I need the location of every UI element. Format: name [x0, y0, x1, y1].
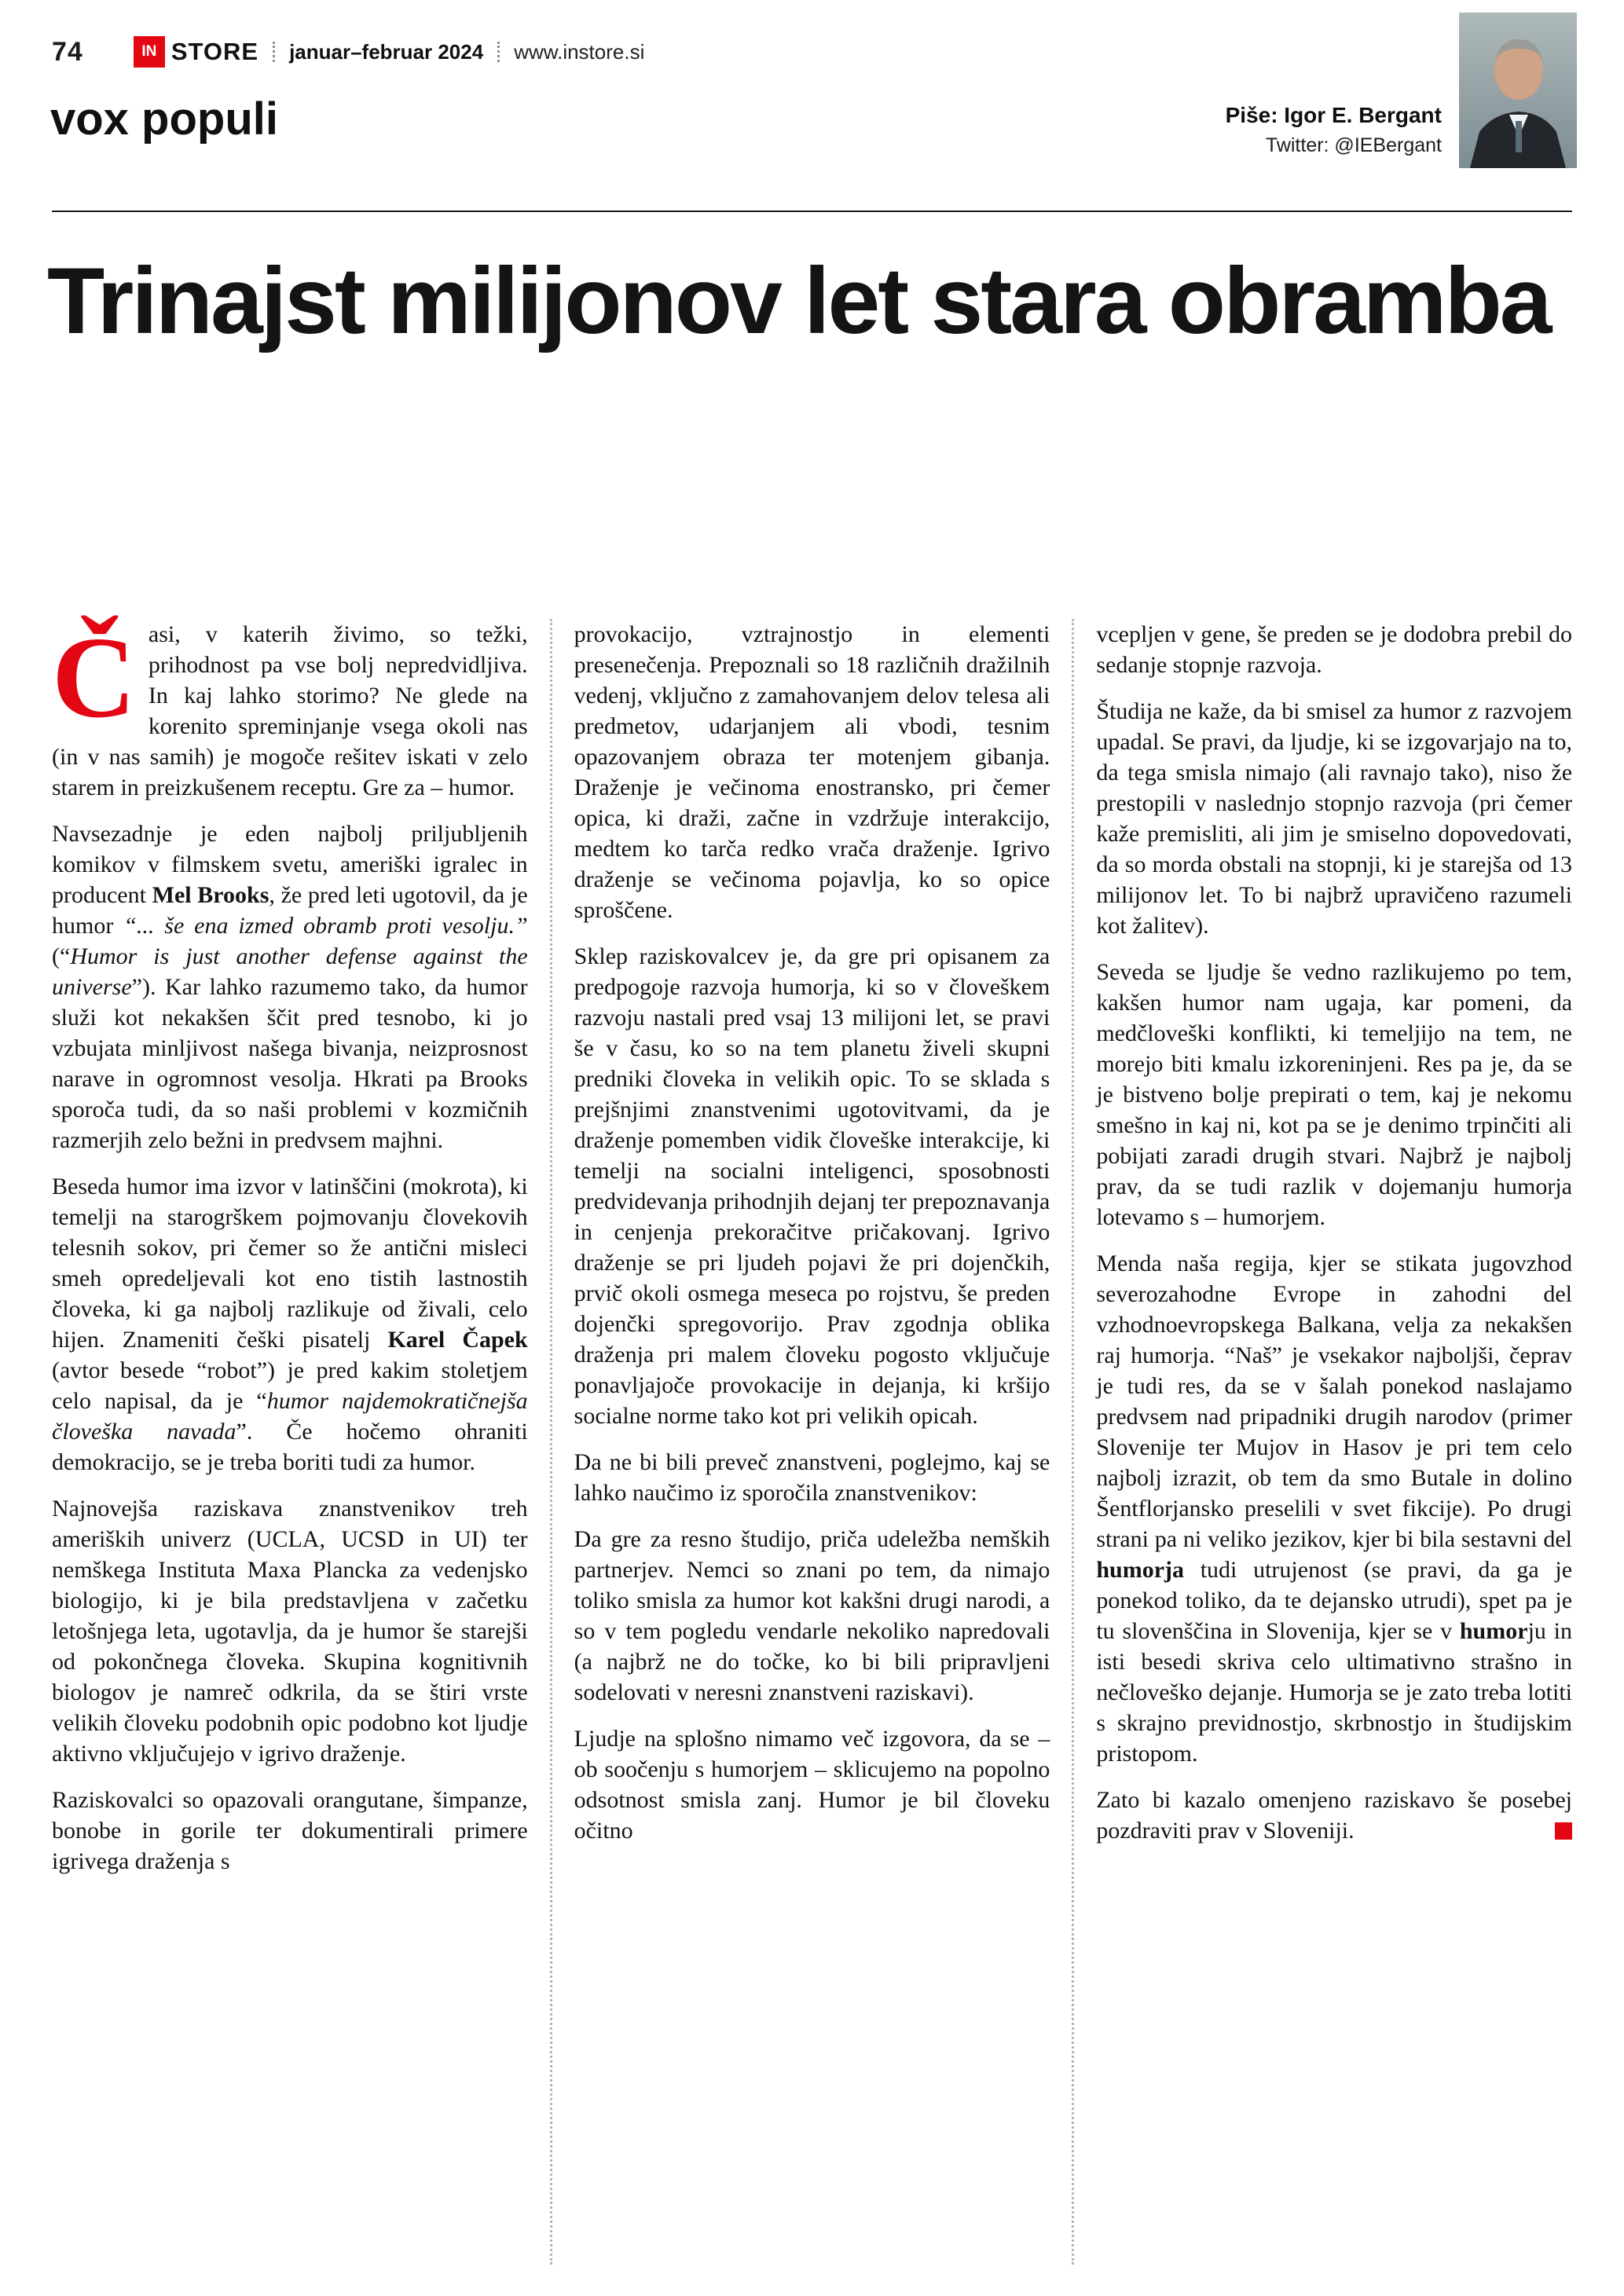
column-divider — [550, 619, 552, 2265]
author-text — [1226, 103, 1459, 168]
paragraph — [1096, 1785, 1572, 1846]
paragraph: vcepljen v gene, še preden se je dodobra prebil do sedanje stopnje razvoja. — [1096, 621, 1573, 678]
end-mark — [1555, 1822, 1572, 1840]
column-3 — [1096, 619, 1572, 2265]
paragraph: Da gre za resno študijo, priča udeležba nemških partnerjev. Nemci so znani po tem, da nimajo toliko smisla za humor kot kakšni drugi narodi, a so v tem pogledu vendarle nekoliko napredovali (a najbrž ne do točke, ko bi bili pripravljeni sodelovati v neresni znanstveni raziskavi). — [574, 1526, 1050, 1705]
paragraph: Navsezadnje je eden najbolj priljubljenih komikov v filmskem svetu, ameriški igralec in producent Mel Brooks, že pred leti ugotovil, da je humor “... še ena izmed obramb proti vesolju.” (“Humor is just another defense against the universe”). Kar lahko razumemo tako, da humor služi kot nekakšen ščit pred tesnobo, ki jo vzbujata minljivost našega bivanja, neizprosnost narave in ogromnost vesolja. Hkrati pa Brooks sporoča tudi, da so naši problemi v kozmičnih razmerjih zelo bežni in predvsem majhni. — [52, 821, 528, 1153]
column-2 — [574, 619, 1050, 2265]
paragraph: Raziskovalci so opazovali orangutane, šimpanze, bonobe in gorile ter dokumentirali primere igrivega draženja s — [52, 1787, 528, 1874]
paragraph: Sklep raziskovalcev je, da gre pri opisanem za predpogoje razvoja humorja, ki so v človeškem razvoju nastali pred vsaj 13 milijoni let, se pravi še v času, ko so na tem planetu živeli skupni predniki človeka in velikih opic. To se sklada s prejšnjimi znanstvenimi ugotovitvami, da je draženje pomemben vidik človeške interakcije, ki temelji na socialni inteligenci, sposobnosti predvidevanja prihodnjih dejanj ter prepoznavanja in cenjenja prekoračitve pričakovanj. Igrivo draženje se pri ljudeh pojavi že pri dojenčkih, prvič okoli osmega meseca po rojstvu, še preden dojenčki spregovorijo. Prav zgodnja oblika draženja pri malem človeku pogosto vključuje ponavljajoče provokacije in dejanja, ki kršijo socialne norme tako kot pri velikih opicah. — [574, 943, 1050, 1429]
header-divider — [273, 42, 275, 62]
logo-in-box: IN — [134, 36, 165, 68]
page-number: 74 — [52, 36, 83, 67]
paragraph: Da ne bi bili preveč znanstveni, poglejmo, kaj se lahko naučimo iz sporočila znanstvenikov: — [574, 1449, 1050, 1506]
section-title: vox populi — [50, 93, 278, 145]
paragraph-text: asi, v katerih živimo, so težki, prihodnost pa vse bolj nepredvidljiva. In kaj lahko storimo? Ne glede na korenito spreminjanje vsega okoli nas (in v nas samih) je mogoče rešitev iskati v zelo starem in preizkušenem receptu. Gre za – humor. — [52, 621, 528, 800]
author-portrait-illustration — [1459, 13, 1577, 168]
article-body — [52, 613, 1573, 2265]
header-divider — [497, 42, 500, 62]
article-headline: Trinajst milijonov let stara obramba — [47, 248, 1550, 353]
paragraph-text: Zato bi kazalo omenjeno raziskavo še posebej pozdraviti prav v Sloveniji. — [1096, 1787, 1573, 1844]
author-byline: Piše: Igor E. Bergant — [1225, 103, 1442, 127]
logo-store-text: STORE — [170, 38, 259, 65]
column-1 — [52, 613, 528, 2265]
paragraph: Ljudje na splošno nimamo več izgovora, da se – ob soočenju s humorjem – sklicujemo na popolno odsotnost smisla zanj. Humor je bil človeku očitno — [574, 1726, 1050, 1844]
paragraph: Študija ne kaže, da bi smisel za humor z razvojem upadal. Se pravi, da ljudje, ki se izgovarjajo na to, da tega smisla nimajo (ali ravnajo tako), niso že prestopili v naslednjo stopnjo razvoja (pri čemer kaže premisliti, ali jim je smiselno dopovedovati, da so morda obstali na stopnji, ki je starejša od 13 milijonov let. To bi najbrž upravičeno razumeli kot žalitev). — [1096, 698, 1573, 939]
drop-cap: Č — [52, 613, 136, 742]
paragraph — [52, 613, 528, 803]
author-twitter: Twitter: @IEBergant — [1265, 134, 1442, 156]
author-photo — [1459, 13, 1577, 168]
column-divider — [1072, 619, 1074, 2265]
paragraph: Najnovejša raziskava znanstvenikov treh ameriških univerz (UCLA, UCSD in UI) ter nemškega Instituta Maxa Plancka za vedenjsko biologijo, ki je bila predstavljena v začetku letošnjega leta, ugotavlja, da je humor še starejši od pokončnega človeka. Skupina kognitivnih biologov je namreč odkrila, da se štiri vrste velikih človeku podobnih opic podobno kot ljudje aktivno vključujejo v igrivo draženje. — [52, 1496, 528, 1767]
author-block — [1226, 13, 1577, 168]
paragraph: Menda naša regija, kjer se stikata jugovzhod severozahodne Evrope in zahodni del vzhodnoevropskega Balkana, velja za nekakšen raj humorja. “Naš” je vsekakor najboljši, čeprav je tudi res, da se v šalah ponekod naslajamo predvsem nad pripadniki drugih narodov (primer Slovenije ter Mujov in Hasov je pri tem celo najbolj izrazit, ob tem da smo Butale in dolino Šentflorjansko preselili v svet fikcije). Po drugi strani pa ni veliko jezikov, kjer bi bila sestavni del humorja tudi utrujenost (se pravi, da ga je ponekod toliko, da te dejansko utrudi), spet pa je tu slovenščina in Slovenija, kjer se v humorju in isti besedi skriva celo ultimativno strašno in nečloveško dejanje. Humorja se je zato treba lotiti s skrajno previdnostjo, skrbnostjo in študijskim pristopom. — [1096, 1251, 1573, 1767]
header-rule — [52, 211, 1572, 212]
issue-date: januar–februar 2024 — [289, 39, 484, 64]
paragraph: Beseda humor ima izvor v latinščini (mokrota), ki temelji na starogrškem pojmovanju človekovih telesnih sokov, pri čemer so že antični misleci smeh opredeljevali kot eno tistih lastnostih človeka, ki ga najbolj razlikuje od živali, celo hijen. Znameniti češki pisatelj Karel Čapek (avtor besede “robot”) je pred kakim stoletjem celo napisal, da je “humor najdemokratičnejša človeška navada”. Če hočemo ohraniti demokracijo, se je treba boriti tudi za humor. — [52, 1174, 528, 1475]
website-url: www.instore.si — [514, 39, 645, 64]
paragraph: Seveda se ljudje še vedno razlikujemo po tem, kakšen humor nam ugaja, kar pomeni, da medčloveški konflikti, ki temeljijo na tem, ne morejo biti kmalu izkoreninjeni. Res pa je, da se je bistveno bolje prepirati o tem, kaj je nekomu smešno in kaj ni, kot pa se je denimo trpinčiti ali pobijati zaradi drugih stvari. Najbrž je najbolj prav, da se tudi razlik v dojemanju humorja lotevamo s – humorjem. — [1096, 959, 1573, 1230]
instore-logo — [134, 36, 258, 68]
paragraph: provokacijo, vztrajnostjo in elementi presenečenja. Prepoznali so 18 različnih dražilnih vedenj, vključno z zamahovanjem delov telesa ali predmetov, udarjanjem ali vbodi, tesnim opazovanjem obraza ter motenjem gibanja. Draženje je večinoma enostransko, pri čemer opica, ki draži, začne in vzdržuje interakcijo, medtem ko tarča redko vrača draženje. Igrivo draženje se večinoma pojavlja, ko so opice sproščene. — [574, 621, 1050, 923]
